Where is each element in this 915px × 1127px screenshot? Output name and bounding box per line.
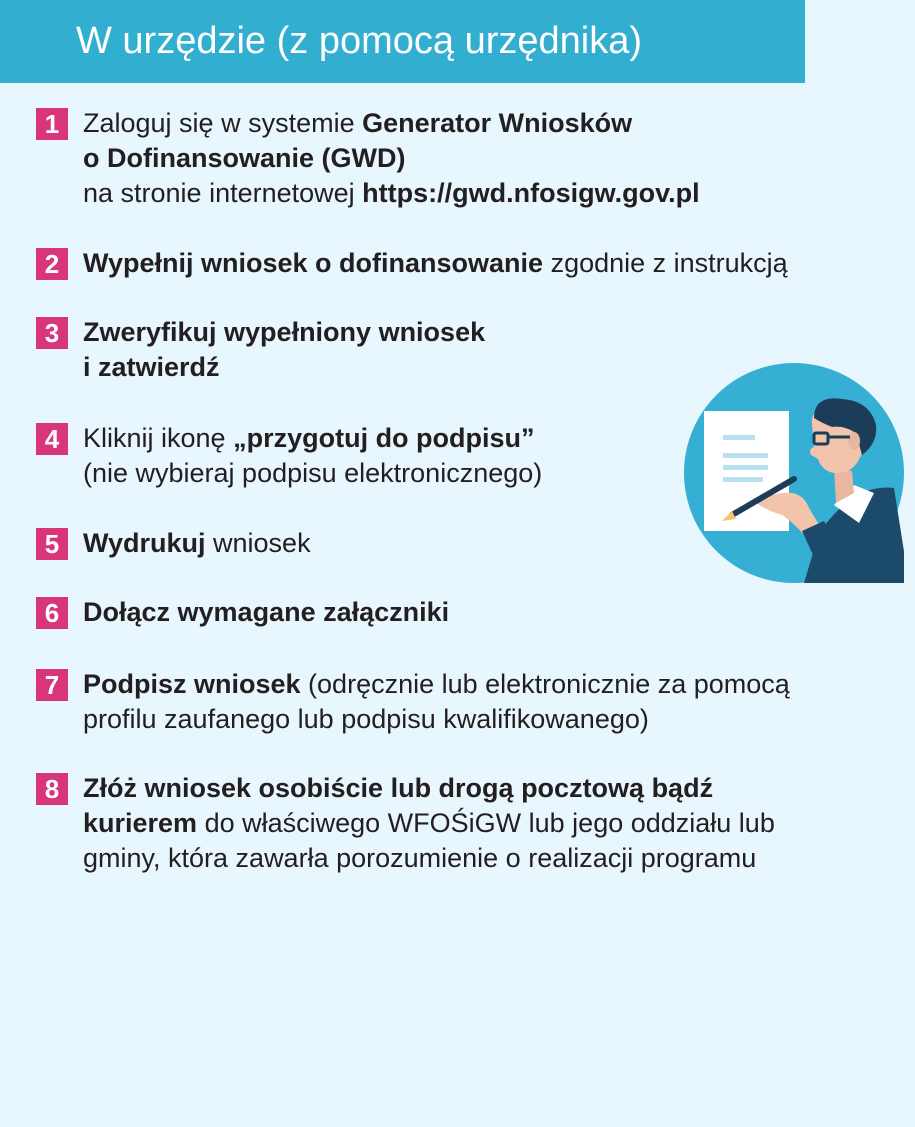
step-text-part: Kliknij ikonę <box>83 423 234 453</box>
step-text-bold: Złóż wniosek osobiście lub drogą pocztową bądź <box>83 773 714 803</box>
step-text <box>83 667 790 737</box>
step-number-badge: 3 <box>36 317 68 349</box>
step-number-badge: 8 <box>36 773 68 805</box>
step-text-bold: kurierem <box>83 808 198 838</box>
step-number-badge: 7 <box>36 669 68 701</box>
step-text <box>83 595 449 630</box>
step-text <box>83 421 542 491</box>
step-text-bold: Wypełnij wniosek o dofinansowanie <box>83 248 544 278</box>
step-text-bold: Zweryfikuj wypełniony wniosek <box>83 317 486 347</box>
person-signing-document-icon <box>684 363 904 583</box>
step-text-part: wniosek <box>205 528 311 558</box>
step-text <box>83 106 700 211</box>
page-title: W urzędzie (z pomocą urzędnika) <box>76 20 642 62</box>
step-text-bold: „przygotuj do podpisu” <box>233 423 535 453</box>
step-text-bold: Podpisz wniosek <box>83 669 301 699</box>
step-number-badge: 2 <box>36 248 68 280</box>
step-text-bold: Wydrukuj <box>83 528 206 558</box>
step-text <box>83 771 775 876</box>
step-text-part: (odręcznie lub elektronicznie za pomocą <box>300 669 790 699</box>
step-text-bold: Generator Wniosków <box>362 108 633 138</box>
step-text <box>83 315 485 385</box>
step-number-badge: 1 <box>36 108 68 140</box>
step-text-bold: i zatwierdź <box>83 352 220 382</box>
step-text-part: Zaloguj się w systemie <box>83 108 363 138</box>
step-text-part: na stronie internetowej <box>83 178 363 208</box>
header-banner <box>0 0 805 83</box>
step-text-part: (nie wybieraj podpisu elektronicznego) <box>83 458 543 488</box>
step-text <box>83 526 311 561</box>
step-text <box>83 246 788 281</box>
step-number-badge: 6 <box>36 597 68 629</box>
step-text-part: profilu zaufanego lub podpisu kwalifikowanego) <box>83 704 649 734</box>
step-text-part: gminy, która zawarła porozumienie o realizacji programu <box>83 843 757 873</box>
step-text-part: zgodnie z instrukcją <box>543 248 788 278</box>
website-url: https://gwd.nfosigw.gov.pl <box>362 178 700 208</box>
step-number-badge: 4 <box>36 423 68 455</box>
step-text-bold: o Dofinansowanie (GWD) <box>83 143 406 173</box>
step-text-bold: Dołącz wymagane załączniki <box>83 597 450 627</box>
step-number-badge: 5 <box>36 528 68 560</box>
step-text-part: do właściwego WFOŚiGW lub jego oddziału lub <box>197 808 775 838</box>
